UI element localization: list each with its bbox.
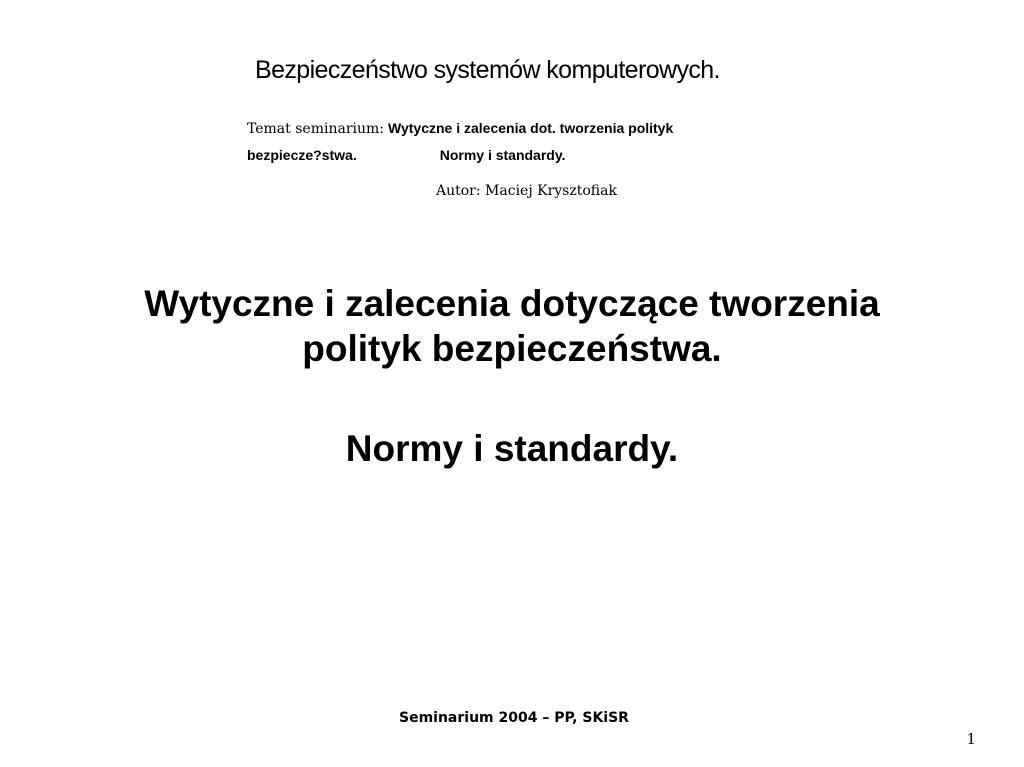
topic-text-line-1: Wytyczne i zalecenia dot. tworzenia polityk — [388, 120, 674, 136]
main-heading-line-1: Wytyczne i zalecenia dotyczące tworzenia — [144, 283, 880, 324]
topic-text-line-2-part-1: bezpiecze?stwa. — [247, 147, 357, 163]
main-heading-line-2: polityk bezpieczeństwa. — [302, 328, 722, 369]
page-number: 1 — [966, 730, 976, 748]
topic-line-1 — [247, 120, 673, 138]
course-title: Bezpieczeństwo systemów komputerowych. — [255, 56, 720, 84]
topic-line-2 — [247, 147, 565, 165]
subtitle-heading: Normy i standardy. — [345, 428, 679, 469]
topic-label: Temat seminarium: — [247, 121, 384, 137]
author-line: Autor: Maciej Krysztofiak — [436, 183, 617, 199]
main-heading — [0, 281, 1024, 371]
footer-text: Seminarium 2004 – PP, SKiSR — [399, 710, 629, 726]
topic-text-line-2-part-2: Normy i standardy. — [439, 147, 566, 163]
